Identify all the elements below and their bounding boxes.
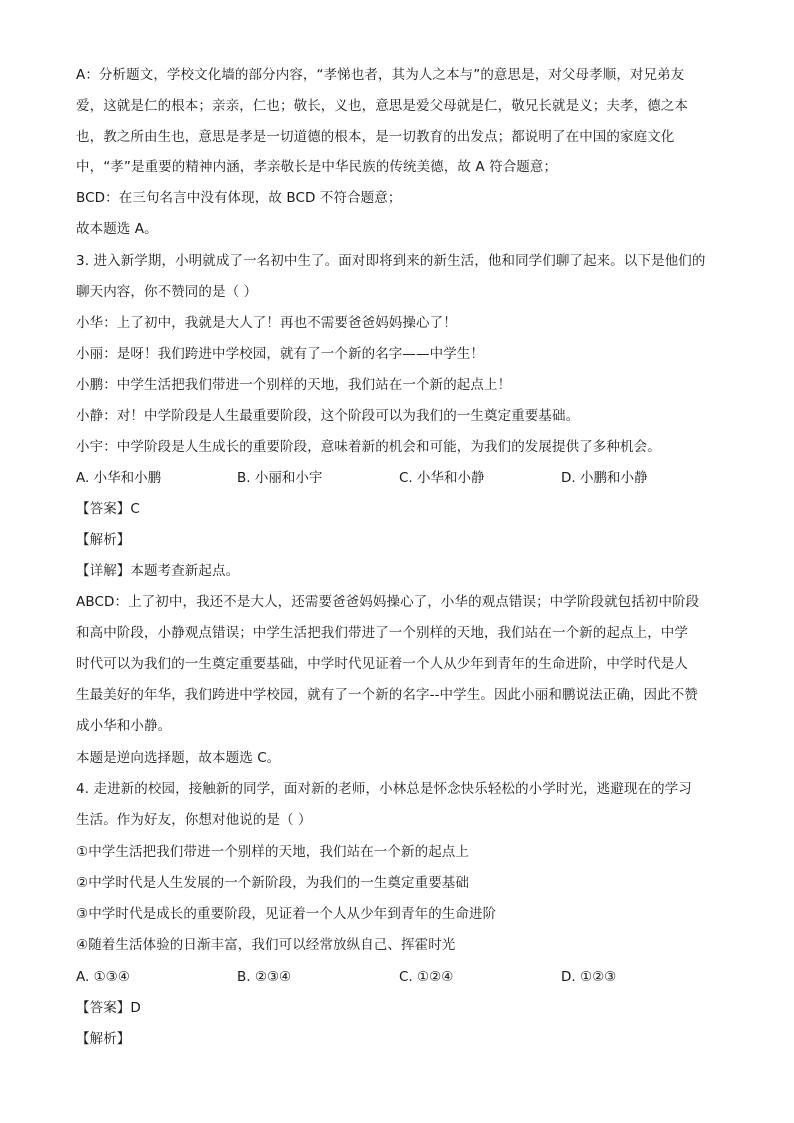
- option-b: B. ②③④: [237, 969, 292, 985]
- statement-item: ④随着生活体验的日渐丰富，我们可以经常放纵自己、挥霍时光: [76, 937, 456, 953]
- detail-label: 【详解】本题考查新起点。: [76, 563, 240, 579]
- analysis-line: 故本题选 A。: [76, 221, 158, 237]
- dialogue-line: 小宇：中学阶段是人生成长的重要阶段，意味着新的机会和可能，为我们的发展提供了多种机会。: [76, 439, 661, 455]
- question-4-stem: 4. 走进新的校园，接触新的同学，面对新的老师，小林总是怀念快乐轻松的小学时光，逃避现在的学习: [76, 781, 692, 797]
- detail-line: 本题是逆向选择题，故本题选 C。: [76, 750, 281, 766]
- question-4-stem: 生活。作为好友，你想对他说的是（ ）: [76, 812, 312, 828]
- detail-line: 生最美好的年华，我们跨进中学校园，就有了一个新的名字--中学生。因此小丽和鹏说法正确，因此不赞: [76, 687, 698, 703]
- analysis-line: 也，教之所由生也，意思是孝是一切道德的根本，是一切教育的出发点；都说明了在中国的家庭文化: [76, 129, 675, 145]
- option-b: B. 小丽和小宇: [237, 470, 323, 486]
- analysis-line: 爱，这就是仁的根本；亲亲，仁也；敬长，义也，意思是爱父母就是仁，敬兄长就是义；夫孝，德之本: [76, 98, 688, 114]
- option-a: A. 小华和小鹏: [76, 470, 162, 486]
- option-c: C. 小华和小静: [399, 470, 485, 486]
- detail-line: 和高中阶段，小静观点错误；中学生活把我们带进了一个别样的天地，我们站在一个新的起点上，中学: [76, 625, 688, 641]
- dialogue-line: 小丽：是呀！我们跨进中学校园，就有了一个新的名字——中学生！: [76, 346, 484, 362]
- analysis-line: 中，“孝”是重要的精神内涵，孝亲敬长是中华民族的传统美德，故 A 符合题意；: [76, 159, 558, 175]
- dialogue-line: 小静：对！中学阶段是人生最重要阶段，这个阶段可以为我们的一生奠定重要基础。: [76, 408, 580, 424]
- statement-item: ③中学时代是成长的重要阶段，见证着一个人从少年到青年的生命进阶: [76, 906, 497, 922]
- answer-label: 【答案】D: [76, 1000, 141, 1016]
- option-d: D. ①②③: [561, 969, 617, 985]
- statement-item: ①中学生活把我们带进一个别样的天地，我们站在一个新的起点上: [76, 844, 470, 860]
- analysis-line: BCD：在三句名言中没有体现，故 BCD 不符合题意；: [76, 190, 402, 206]
- option-a: A. ①③④: [76, 969, 130, 985]
- dialogue-line: 小鹏：中学生活把我们带进一个别样的天地，我们站在一个新的起点上！: [76, 377, 512, 393]
- question-3-stem: 3. 进入新学期，小明就成了一名初中生了。面对即将到来的新生活，他和同学们聊了起来。以下是他们的: [76, 253, 706, 269]
- answer-label: 【答案】C: [76, 501, 140, 517]
- detail-line: ABCD：上了初中，我还不是大人，还需要爸爸妈妈操心了，小华的观点错误；中学阶段就包括初中阶段: [76, 594, 700, 610]
- option-c: C. ①②④: [399, 969, 454, 985]
- question-3-stem: 聊天内容，你不赞同的是（ ）: [76, 284, 258, 300]
- dialogue-line: 小华：上了初中，我就是大人了！再也不需要爸爸妈妈操心了！: [76, 315, 457, 331]
- detail-line: 成小华和小静。: [76, 718, 172, 734]
- statement-item: ②中学时代是人生发展的一个新阶段，为我们的一生奠定重要基础: [76, 875, 470, 891]
- analysis-label: 【解析】: [76, 532, 131, 548]
- analysis-line: A：分析题文，学校文化墙的部分内容，“孝悌也者，其为人之本与”的意思是，对父母孝顺，对兄弟友: [76, 67, 685, 83]
- option-d: D. 小鹏和小静: [561, 470, 648, 486]
- detail-line: 时代可以为我们的一生奠定重要基础，中学时代见证着一个人从少年到青年的生命进阶，中学时代是人: [76, 656, 688, 672]
- analysis-label: 【解析】: [76, 1031, 131, 1047]
